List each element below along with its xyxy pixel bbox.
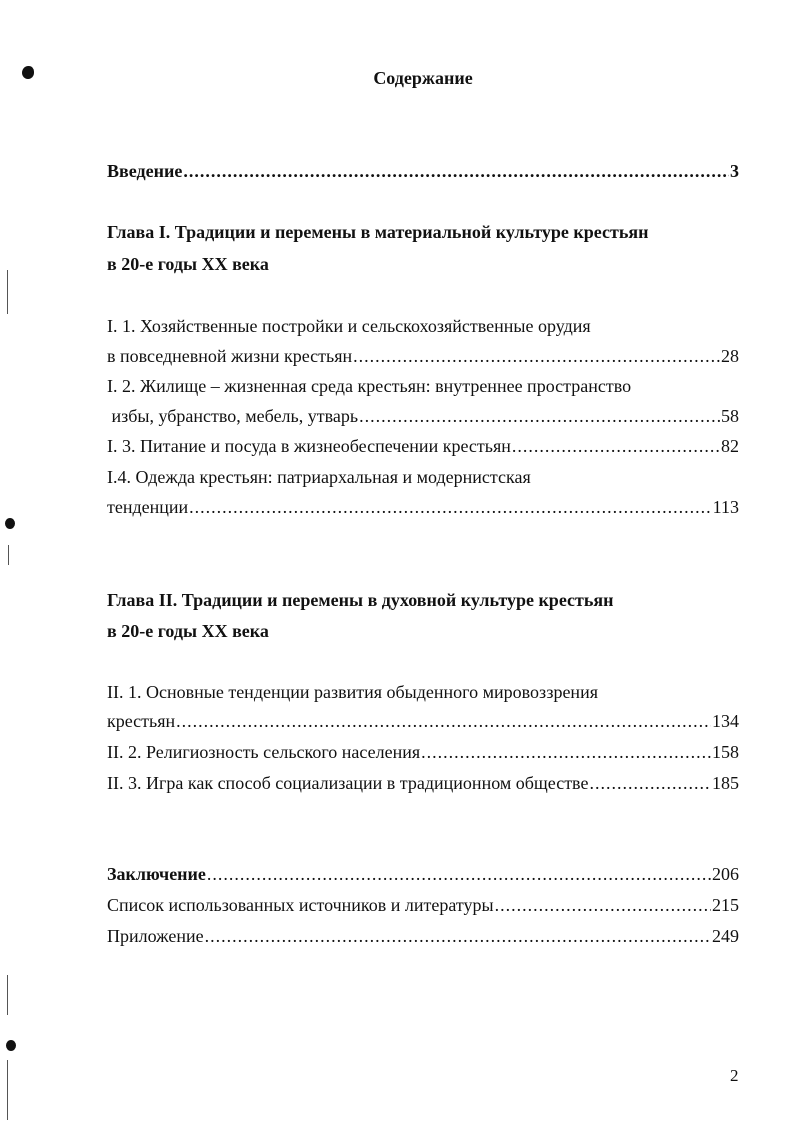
chapter2-heading-line2: в 20-е годы XX века xyxy=(107,621,269,641)
toc-entry-label: II. 3. Игра как способ социализации в традиционном обществе xyxy=(107,773,589,793)
toc-entry-label: Введение xyxy=(107,161,183,181)
dot-leader xyxy=(353,344,720,368)
scan-artifact xyxy=(8,545,9,565)
toc-entry-page: 82 xyxy=(721,436,739,456)
toc-entry-label: Список использованных источников и литературы xyxy=(107,895,494,915)
toc-entry-page: 113 xyxy=(712,497,739,517)
toc-entry-label: крестьян xyxy=(107,711,176,731)
toc-entry-page: 206 xyxy=(712,864,739,884)
toc-entry-1-4-line1: I.4. Одежда крестьян: патриархальная и модернистская xyxy=(107,467,531,487)
toc-entry-label: Приложение xyxy=(107,926,204,946)
scan-artifact xyxy=(6,1040,16,1051)
scan-artifact xyxy=(7,270,8,314)
dot-leader xyxy=(359,404,720,428)
toc-entry-page: 215 xyxy=(712,895,739,915)
dot-leader xyxy=(495,893,711,917)
toc-entry-1-2-line1: I. 2. Жилище – жизненная среда крестьян: внутреннее пространство xyxy=(107,376,632,396)
toc-entry-label: тенденции xyxy=(107,497,189,517)
toc-entry-2-3 xyxy=(107,771,739,795)
scan-artifact xyxy=(7,975,8,1015)
chapter2-heading-line1: Глава II. Традиции и перемены в духовной культуре крестьян xyxy=(107,590,614,610)
dot-leader xyxy=(207,862,711,886)
toc-entry-label: в повседневной жизни крестьян xyxy=(107,346,353,366)
toc-entry-2-2 xyxy=(107,740,739,764)
toc-entry-intro xyxy=(107,159,739,183)
toc-entry-page: 249 xyxy=(712,926,739,946)
dot-leader xyxy=(205,924,711,948)
toc-entry-label: I. 3. Питание и посуда в жизнеобеспечении крестьян xyxy=(107,436,511,456)
scan-artifact xyxy=(22,66,34,79)
toc-entry-1-2 xyxy=(107,404,739,428)
toc-entry-1-1-line1: I. 1. Хозяйственные постройки и сельскохозяйственные орудия xyxy=(107,316,591,336)
dot-leader xyxy=(512,434,720,458)
chapter1-heading-line1: Глава I. Традиции и перемены в материальной культуре крестьян xyxy=(107,222,649,242)
dot-leader xyxy=(589,771,711,795)
toc-entry-conclusion xyxy=(107,862,739,886)
toc-entry-label: избы, убранство, мебель, утварь xyxy=(107,406,359,426)
toc-entry-1-1 xyxy=(107,344,739,368)
dot-leader xyxy=(421,740,711,764)
dot-leader xyxy=(189,495,711,519)
toc-entry-page: 58 xyxy=(721,406,739,426)
toc-entry-page: 134 xyxy=(712,711,739,731)
page-number: 2 xyxy=(730,1066,739,1085)
toc-entry-label: II. 2. Религиозность сельского населения xyxy=(107,742,421,762)
toc-entry-1-4 xyxy=(107,495,739,519)
toc-entry-2-1-line1: II. 1. Основные тенденции развития обыденного мировоззрения xyxy=(107,682,598,702)
toc-entry-page: 158 xyxy=(712,742,739,762)
toc-entry-page: 28 xyxy=(721,346,739,366)
scan-artifact xyxy=(7,1060,8,1120)
toc-entry-1-3 xyxy=(107,434,739,458)
toc-entry-page: 185 xyxy=(712,773,739,793)
toc-entry-2-1 xyxy=(107,709,739,733)
toc-entry-appendix xyxy=(107,924,739,948)
dot-leader xyxy=(176,709,711,733)
toc-entry-page: 3 xyxy=(730,161,739,181)
toc-entry-sources xyxy=(107,893,739,917)
page-title: Содержание xyxy=(373,68,473,88)
toc-entry-label: Заключение xyxy=(107,864,206,884)
scan-artifact xyxy=(5,518,15,529)
dot-leader xyxy=(183,159,729,183)
chapter1-heading-line2: в 20-е годы XX века xyxy=(107,254,269,274)
